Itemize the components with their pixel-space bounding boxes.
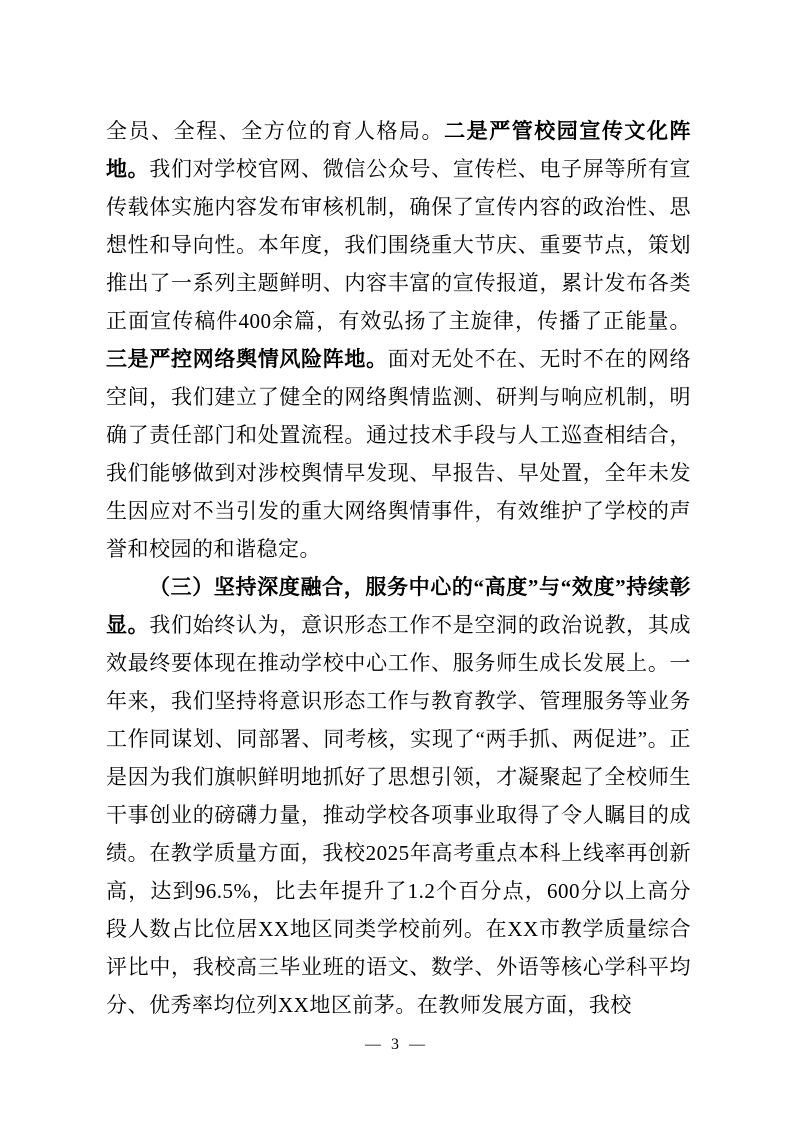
text-run: 我们始终认为，意识形态工作不是空洞的政治说教，其成效最终要体现在推动学校中心工作、服务师生成长发展上。一年来，我们坚持将意识形态工作与教育教学、管理服务等业务工作同谋划、同部署、同考核，实现了“两手抓、两促进”。正是因为我们旗帜鲜明地抓好了思想引领，才凝聚起了全校师生干事创业的磅礴力量，推动学校各项事业取得了令人瞩目的成绩。在教学质量方面，我校2025年高考重点本科上线率再创新高，达到96.5%，比去年提升了1.2个百分点，600分以上高分段人数占比位居XX地区同类学校前列。在XX市教学质量综合评比中，我校高三毕业班的语文、数学、外语等核心学科平均分、优秀率均位列XX地区前茅。在教师发展方面，我校 bbox=[106, 613, 692, 1017]
bold-heading-run: 三是严控网络舆情风险阵地。 bbox=[106, 347, 388, 371]
text-run: 全员、全程、全方位的育人格局。 bbox=[106, 119, 445, 143]
document-body bbox=[106, 112, 691, 1024]
page-number: — 3 — bbox=[365, 1036, 428, 1053]
text-run: 我们对学校官网、微信公众号、宣传栏、电子屏等所有宣传载体实施内容发布审核机制，确保了宣传内容的政治性、思想性和导向性。本年度，我们围绕重大节庆、重要节点，策划推出了一系列主题鲜明、内容丰富的宣传报道，累计发布各类正面宣传稿件400余篇，有效弘扬了主旋律，传播了正能量。 bbox=[106, 157, 692, 333]
paragraph-section-three bbox=[106, 568, 691, 1024]
bold-heading-run: （三）坚持深度融合，服务中心的“高度”与“效度”持续彰显。 bbox=[106, 575, 691, 637]
text-run: 面对无处不在、无时不在的网络空间，我们建立了健全的网络舆情监测、研判与响应机制，明确了责任部门和处置流程。通过技术手段与人工巡查相结合，我们能够做到对涉校舆情早发现、早报告、早处置，全年未发生因应对不当引发的重大网络舆情事件，有效维护了学校的声誉和校园的和谐稳定。 bbox=[106, 347, 691, 561]
bold-heading-run: 二是严管校园宣传文化阵地。 bbox=[106, 119, 692, 181]
paragraph-continuation bbox=[106, 112, 691, 568]
